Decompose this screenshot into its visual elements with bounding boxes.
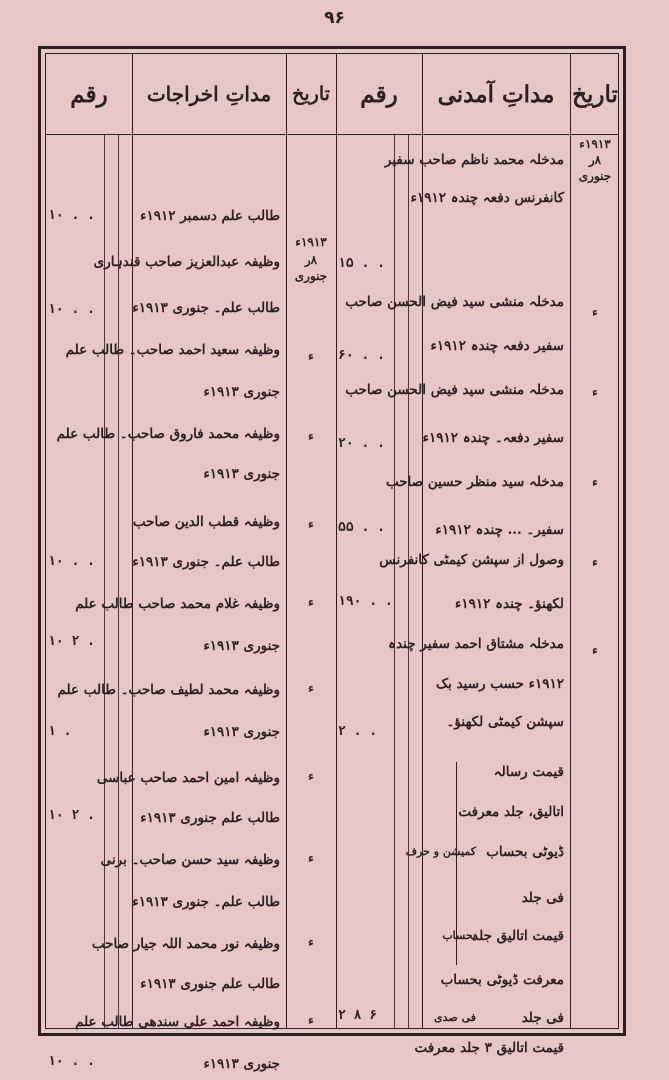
expense-line: وظیفہ عبدالعزیز صاحب قندہاری [93,254,280,270]
ditto-mark: ء [308,681,314,695]
income-amount: ۵۵ . . [338,520,385,535]
income-sub-note: کمیشن و حرف [405,845,476,858]
expense-line: وظیفہ احمد علی سندھی طالب علم [75,1014,280,1030]
income-line: لکھنؤ۔ چندہ ۱۹۱۲ء [455,596,564,612]
expense-year-mark: ۱۹۱۳ء [295,235,327,249]
income-line: فی جلد [521,890,564,906]
expense-amount: ۱۰ . . [48,1054,95,1069]
expense-amount: ۱ . [48,724,72,739]
income-line: سپشن کیمٹی لکھنؤ۔ [446,714,564,730]
income-line: مدخلہ سید منظر حسین صاحب [385,474,564,490]
expense-line: جنوری ۱۹۱۳ء [203,1056,280,1072]
income-date-header: تاریخ [572,80,618,108]
income-sub-note: فی صدی [434,1011,476,1024]
expense-line: طالب علم جنوری ۱۹۱۳ء [140,810,280,826]
expense-line: وظیفہ قطب الدین صاحب [132,514,280,530]
income-line: مدخلہ منشی سید فیض الحسن صاحب [345,294,564,310]
income-line: مدخلہ مشتاق احمد سفیر چندہ [388,636,564,652]
expense-amount-column [46,142,132,1069]
ditto-mark: ء [308,769,314,783]
expense-line: طالب علم۔ جنوری ۱۹۱۳ء [132,894,280,910]
page-number: ۹۶ [324,8,345,28]
expense-line: وظیفہ غلام محمد صاحب طالب علم [75,596,280,612]
ditto-mark: ء [308,517,314,531]
income-amount-column [336,142,422,1023]
expense-amount: ۱۰ . . [48,302,95,317]
expense-amount: ۱۰ . . [48,208,95,223]
expense-amount-header: رقم [70,80,108,108]
ditto-mark: ء [308,349,314,363]
expense-date-column [286,142,336,1027]
income-amount: ۶۰ . . [338,348,385,363]
expense-line: طالب علم۔ جنوری ۱۹۱۳ء [132,300,280,316]
income-date-column [570,137,620,1020]
expense-date-header: تاریخ [292,83,330,105]
expense-line: جنوری ۱۹۱۳ء [203,638,280,654]
income-line: معرفت ڈیوٹی بحساب [440,972,564,988]
expense-line: وظیفہ محمد فاروق صاحب۔ طالب علم [56,426,280,442]
header-divider [46,134,618,135]
income-line: اتالیق، جلد معرفت [458,804,564,820]
expense-line: جنوری ۱۹۱۳ء [203,724,280,740]
income-year-mark: ۱۹۱۳ء [579,137,611,151]
income-line: سفیر دفعہ چندہ ۱۹۱۲ء [430,338,564,354]
ditto-mark: ء [592,305,598,319]
ditto-mark: ء [592,385,598,399]
column-divider [132,54,133,1028]
income-line: قیمت اتالیق جلد [472,928,564,944]
ditto-mark: ء [592,643,598,657]
ledger-inner-frame [45,53,619,1072]
expense-line: طالب علم جنوری ۱۹۱۳ء [140,976,280,992]
expense-line: وظیفہ محمد لطیف صاحب۔ طالب علم [57,682,280,698]
expense-amount: ۱۰ . . [48,554,95,569]
expense-line: وظیفہ سعید احمد صاحب۔ طالب علم [65,342,280,358]
income-line: مدخلہ منشی سید فیض الحسن صاحب [345,382,564,398]
income-amount: ۲ ۸ ۶ [338,1008,378,1023]
income-line: فی جلد [521,1010,564,1026]
ditto-mark: ء [308,1013,314,1027]
ditto-mark: ء [308,595,314,609]
expense-items-header: مداتِ اخراجات [146,82,272,106]
income-line: سفیر دفعہ۔ چندہ ۱۹۱۲ء [422,430,564,446]
income-line: ڈیوٹی بحساب [486,844,564,860]
ditto-mark: ء [308,851,314,865]
expense-line: جنوری ۱۹۱۳ء [203,384,280,400]
expense-line: طالب علم دسمبر ۱۹۱۲ء [140,208,280,224]
income-items-header: مداتِ آمدنی [437,80,555,108]
ditto-mark: ء [308,429,314,443]
ditto-mark: ء [308,935,314,949]
ditto-mark: ء [592,475,598,489]
income-line: قیمت اتالیق ۳ جلد معرفت [414,1040,564,1056]
income-line: وصول از سپشن کیمٹی کانفرنس [379,552,564,568]
expense-line: طالب علم۔ جنوری ۱۹۱۳ء [132,554,280,570]
expense-amount: ۱۰ ۲ . [48,808,95,823]
expense-first-date: ۸ر جنوری [294,253,328,283]
income-amount: ۱۹۰ . . [338,594,393,609]
income-line: کانفرنس دفعہ چندہ ۱۹۱۲ء [410,190,564,206]
income-line: مدخلہ محمد ناظم صاحب سفیر [384,152,564,168]
ledger-table [38,46,626,1072]
income-line: سفیر۔ ... چندہ ۱۹۱۲ء [435,522,564,538]
income-first-date: ۸ر جنوری [578,153,612,183]
expense-amount: ۱۰ ۲ . [48,634,95,649]
expense-line: وظیفہ نور محمد اللہ جیار صاحب [91,936,280,952]
income-amount: ۲ . . [338,724,378,739]
expense-line: جنوری ۱۹۱۳ء [203,466,280,482]
income-sub-note: بحساب [442,929,476,942]
expense-line: وظیفہ امین احمد صاحب عباسی [96,770,280,786]
income-amount: ۱۵ . . [338,256,385,271]
income-amount: ۲۰ . . [338,436,385,451]
ditto-mark: ء [592,555,598,569]
income-line: ۱۹۱۲ء حسب رسید بک [436,676,564,692]
income-amount-header: رقم [360,80,398,108]
income-line: قیمت رسالہ [493,764,564,780]
expense-line: وظیفہ سید حسن صاحب۔ برنی [100,852,280,868]
